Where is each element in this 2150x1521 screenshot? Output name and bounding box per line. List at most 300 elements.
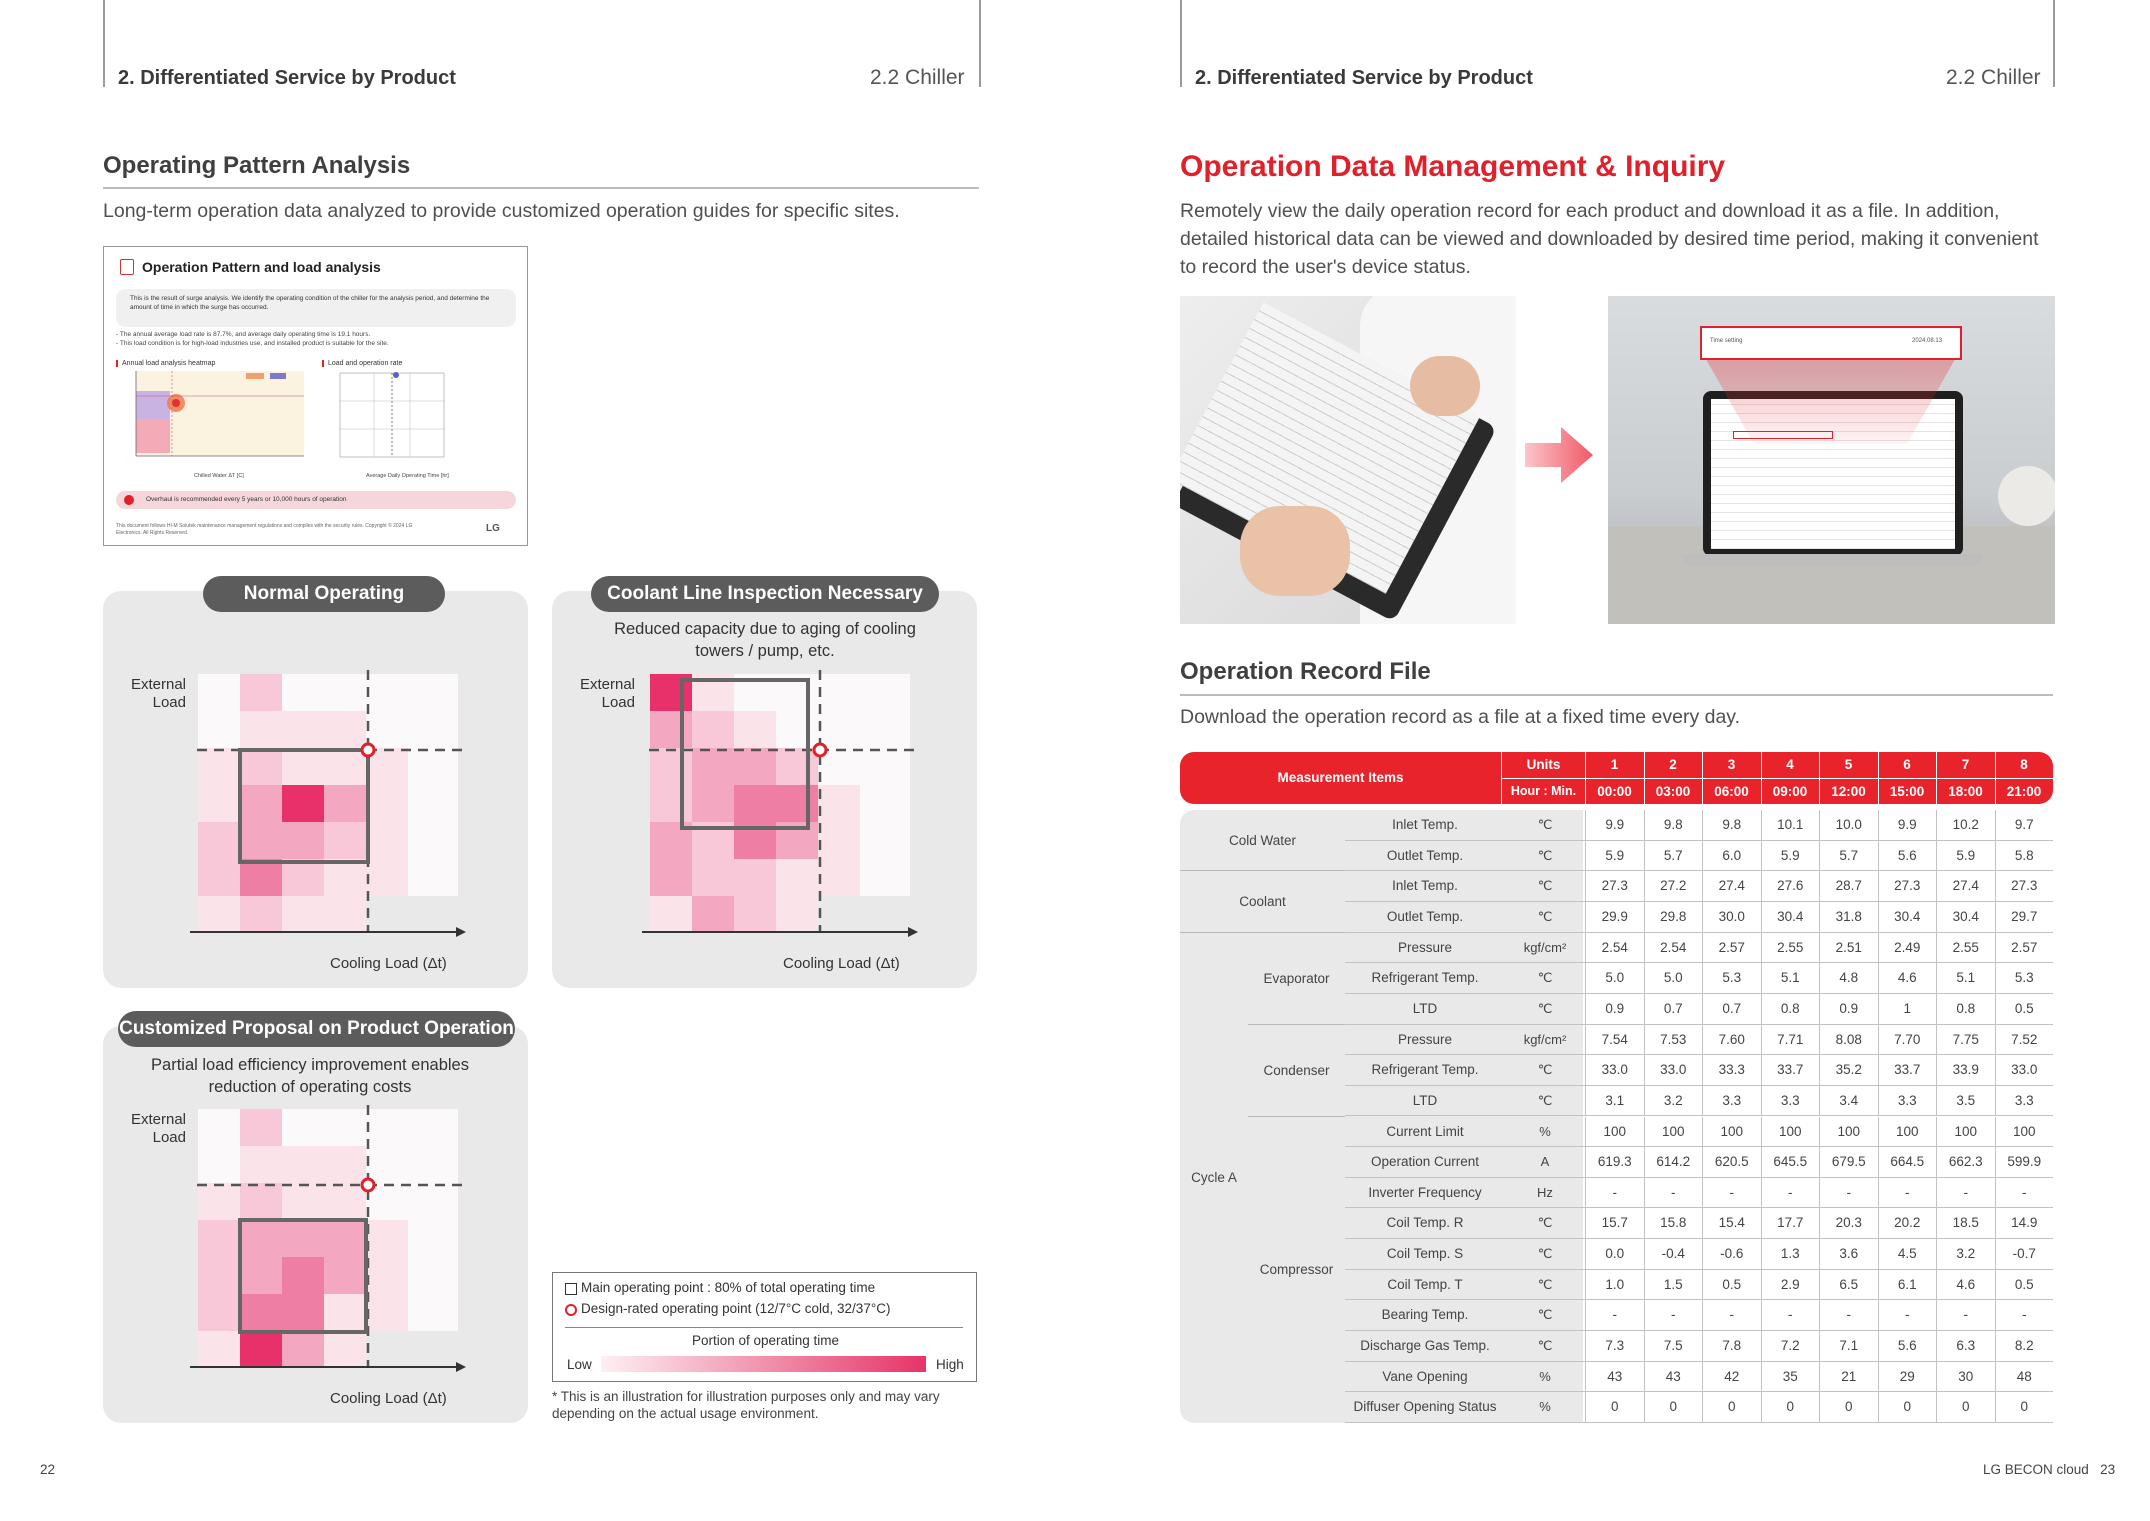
page-title: Operation Data Management & Inquiry <box>1180 150 1726 183</box>
value-cell: 33.0 <box>1585 1055 1644 1086</box>
heat-cell <box>324 859 366 896</box>
measurement-items-header: Measurement Items <box>1277 770 1404 785</box>
value-cell: 100 <box>1761 1117 1820 1148</box>
value-cell: 5.0 <box>1585 963 1644 994</box>
value-cell: 10.2 <box>1936 810 1995 841</box>
value-cell: 4.8 <box>1819 963 1878 994</box>
group-evaporator: Evaporator <box>1263 971 1330 987</box>
unit-cell: ℃ <box>1505 871 1585 902</box>
value-cell: 0 <box>1819 1392 1878 1423</box>
value-cell: 33.7 <box>1878 1055 1937 1086</box>
value-cell: 29.7 <box>1995 902 2054 933</box>
unit-cell: ℃ <box>1505 1331 1585 1362</box>
time-setting-popup <box>1700 326 1962 360</box>
heat-cell <box>240 1294 282 1331</box>
value-cell: - <box>1644 1178 1703 1209</box>
heat-cell <box>734 896 776 933</box>
heat-cell <box>240 896 282 933</box>
column-time: 15:00 <box>1878 779 1936 804</box>
y-axis-label: External Load <box>130 1111 186 1146</box>
value-cell: 33.7 <box>1761 1055 1820 1086</box>
measurement-item: Vane Opening <box>1345 1362 1505 1393</box>
value-cell: 15.8 <box>1644 1208 1703 1239</box>
value-cell: 30.4 <box>1878 902 1937 933</box>
value-cell: 3.3 <box>1761 1086 1820 1117</box>
hour-header: Hour : Min. <box>1510 784 1577 798</box>
heat-cell <box>240 674 282 711</box>
unit-cell: ℃ <box>1505 963 1585 994</box>
value-cell: 5.8 <box>1995 841 2054 872</box>
heat-cell <box>324 1146 366 1183</box>
x-axis-label: Cooling Load (Δt) <box>783 955 900 972</box>
value-cell: 7.75 <box>1936 1025 1995 1056</box>
value-cell: 2.51 <box>1819 933 1878 964</box>
report-footer: This document follows HI-M Solutek maintenance management regulations and complies with the security rules. Copyright © 2024 LG Electronics. All Rights Reserved. <box>116 523 413 536</box>
column-time: 09:00 <box>1761 779 1819 804</box>
column-number: 1 <box>1585 752 1643 778</box>
measurement-item: Current Limit <box>1345 1117 1505 1148</box>
group-condenser: Condenser <box>1263 1063 1330 1079</box>
record-lead: Download the operation record as a file at a fixed time every day. <box>1180 706 1741 728</box>
table-header <box>1180 752 2053 804</box>
heat-cell <box>366 785 408 822</box>
heat-cell <box>324 1183 366 1220</box>
value-cell: -0.6 <box>1702 1239 1761 1270</box>
unit-cell: ℃ <box>1505 1086 1585 1117</box>
value-cell: 43 <box>1585 1362 1644 1393</box>
value-cell: 9.7 <box>1995 810 2054 841</box>
value-cell: 0.8 <box>1761 994 1820 1025</box>
measurement-item: Outlet Temp. <box>1345 902 1505 933</box>
heat-cell <box>366 1257 408 1294</box>
margin-line <box>103 0 105 87</box>
measurement-item: Coil Temp. S <box>1345 1239 1505 1270</box>
heat-cell <box>282 748 324 785</box>
value-cell: 7.2 <box>1761 1331 1820 1362</box>
value-cell: 3.1 <box>1585 1086 1644 1117</box>
heat-cell <box>324 1220 366 1257</box>
heat-cell <box>324 1331 366 1368</box>
heat-cell <box>282 859 324 896</box>
heatmap-title: Annual load analysis heatmap <box>116 360 215 367</box>
heat-cell <box>650 785 692 822</box>
value-cell: 27.4 <box>1936 871 1995 902</box>
decor-object <box>1998 466 2055 526</box>
group-separator <box>1248 1116 1345 1117</box>
heat-cell <box>692 711 734 748</box>
heat-cell <box>198 1257 240 1294</box>
value-cell: 679.5 <box>1819 1147 1878 1178</box>
heat-cell <box>240 859 282 896</box>
value-cell: 0 <box>1995 1392 2054 1423</box>
value-cell: - <box>1702 1178 1761 1209</box>
heat-cell <box>692 785 734 822</box>
heat-cell <box>240 711 282 748</box>
value-cell: 0.7 <box>1702 994 1761 1025</box>
heat-cell <box>650 711 692 748</box>
value-cell: 15.7 <box>1585 1208 1644 1239</box>
operation-record-table <box>1180 810 2053 1423</box>
heat-cell <box>282 1183 324 1220</box>
design-point-marker <box>362 744 374 756</box>
column-time: 12:00 <box>1819 779 1877 804</box>
value-cell: - <box>1761 1178 1820 1209</box>
unit-cell: kgf/cm² <box>1505 933 1585 964</box>
value-cell: 7.52 <box>1995 1025 2054 1056</box>
heat-cell <box>282 1257 324 1294</box>
value-cell: 7.53 <box>1644 1025 1703 1056</box>
value-cell: 35.2 <box>1819 1055 1878 1086</box>
heat-cell <box>240 1109 282 1146</box>
laptop-photo <box>1608 296 2055 624</box>
page-number: 22 <box>40 1462 56 1477</box>
value-cell: 3.4 <box>1819 1086 1878 1117</box>
laptop-base <box>1683 554 1983 566</box>
main-point-icon <box>565 1283 577 1295</box>
value-cell: 5.6 <box>1878 1331 1937 1362</box>
normal-operating-title: Normal Operating <box>203 576 445 612</box>
value-cell: 1.3 <box>1761 1239 1820 1270</box>
divider <box>1180 694 2053 696</box>
value-cell: 7.5 <box>1644 1331 1703 1362</box>
unit-cell: ℃ <box>1505 841 1585 872</box>
margin-line <box>2053 0 2055 87</box>
heat-cell <box>650 859 692 896</box>
heatmap-xlabel: Chilled Water ΔT [C] <box>194 473 244 479</box>
page-header-section: 2. Differentiated Service by Product <box>1195 67 1533 89</box>
value-cell: 5.3 <box>1702 963 1761 994</box>
measurement-item: Discharge Gas Temp. <box>1345 1331 1505 1362</box>
value-cell: - <box>1995 1300 2054 1331</box>
measurement-item: Refrigerant Temp. <box>1345 963 1505 994</box>
low-label: Low <box>567 1357 592 1372</box>
unit-cell: ℃ <box>1505 810 1585 841</box>
value-cell: 100 <box>1819 1117 1878 1148</box>
column-time: 21:00 <box>1995 779 2053 804</box>
value-cell: 10.0 <box>1819 810 1878 841</box>
heat-cell <box>198 785 240 822</box>
value-cell: 0.0 <box>1585 1239 1644 1270</box>
heat-cell <box>198 1220 240 1257</box>
coolant-inspection-title: Coolant Line Inspection Necessary <box>591 576 939 612</box>
value-cell: 29 <box>1878 1362 1937 1393</box>
heat-cell <box>240 822 282 859</box>
value-cell: 3.3 <box>1702 1086 1761 1117</box>
value-cell: 2.57 <box>1702 933 1761 964</box>
heat-cell <box>734 748 776 785</box>
heat-cell <box>198 1331 240 1368</box>
value-cell: 9.9 <box>1585 810 1644 841</box>
heat-cell <box>198 822 240 859</box>
document-icon <box>120 259 134 275</box>
value-cell: 33.3 <box>1702 1055 1761 1086</box>
unit-cell: ℃ <box>1505 1055 1585 1086</box>
value-cell: 5.7 <box>1644 841 1703 872</box>
value-cell: 30.4 <box>1761 902 1820 933</box>
value-cell: 2.54 <box>1644 933 1703 964</box>
measurement-item: Diffuser Opening Status <box>1345 1392 1505 1423</box>
value-cell: 664.5 <box>1878 1147 1937 1178</box>
design-point-icon <box>565 1304 577 1316</box>
page-lead: Remotely view the daily operation record for each product and download it as a file. In addition, detailed historical data can be viewed and downloaded by desired time period, making it convenient to record the user's device status. <box>1180 200 2039 278</box>
value-cell: 1 <box>1878 994 1937 1025</box>
column-time: 06:00 <box>1702 779 1760 804</box>
value-cell: - <box>1702 1300 1761 1331</box>
value-cell: 1.0 <box>1585 1270 1644 1301</box>
column-time: 00:00 <box>1585 779 1643 804</box>
value-cell: 6.5 <box>1819 1270 1878 1301</box>
heat-cell <box>198 859 240 896</box>
value-cell: 0.5 <box>1702 1270 1761 1301</box>
clipboard-photo <box>1180 296 1516 624</box>
value-cell: 5.1 <box>1936 963 1995 994</box>
rate-title: Load and operation rate <box>322 360 402 367</box>
group-compressor: Compressor <box>1259 1262 1334 1278</box>
heat-cell <box>198 1294 240 1331</box>
value-cell: 599.9 <box>1995 1147 2054 1178</box>
margin-line <box>979 0 981 87</box>
value-cell: 100 <box>1585 1117 1644 1148</box>
gradient-scale <box>601 1356 926 1372</box>
heat-cell <box>240 748 282 785</box>
value-cell: - <box>1936 1178 1995 1209</box>
value-cell: 0.8 <box>1936 994 1995 1025</box>
group-coolant: Coolant <box>1239 894 1286 910</box>
report-notice: This is the result of surge analysis. We identify the operating condition of the chiller for the analysis period, and determine the amount of time in which the surge has occurred. <box>116 289 516 327</box>
measurement-item: Refrigerant Temp. <box>1345 1055 1505 1086</box>
heat-cell <box>240 1257 282 1294</box>
value-cell: 0 <box>1644 1392 1703 1423</box>
page-header-sub: 2.2 Chiller <box>1946 66 2041 89</box>
design-point-marker <box>814 744 826 756</box>
heat-cell <box>198 1183 240 1220</box>
heat-cell <box>282 1220 324 1257</box>
heat-cell <box>324 748 366 785</box>
value-cell: 3.2 <box>1644 1086 1703 1117</box>
custom-proposal-heatmap <box>190 1105 470 1385</box>
value-cell: 6.0 <box>1702 841 1761 872</box>
column-number: 7 <box>1936 752 1994 778</box>
heat-cell <box>692 859 734 896</box>
heat-cell <box>282 1294 324 1331</box>
heat-cell <box>776 896 818 933</box>
value-cell: 21 <box>1819 1362 1878 1393</box>
value-cell: 7.71 <box>1761 1025 1820 1056</box>
value-cell: 33.0 <box>1995 1055 2054 1086</box>
section-lead: Long-term operation data analyzed to provide customized operation guides for specific sites. <box>103 200 900 222</box>
measurement-item: Inlet Temp. <box>1345 810 1505 841</box>
value-cell: 7.8 <box>1702 1331 1761 1362</box>
lg-logo: LG <box>486 523 500 534</box>
x-axis-arrow <box>456 1362 466 1372</box>
x-axis-arrow <box>456 927 466 937</box>
heat-cell <box>692 748 734 785</box>
value-cell: 7.70 <box>1878 1025 1937 1056</box>
value-cell: 2.49 <box>1878 933 1937 964</box>
value-cell: - <box>1936 1300 1995 1331</box>
value-cell: 2.54 <box>1585 933 1644 964</box>
brand-footer: LG BECON cloud 23 <box>1983 1462 2116 1477</box>
hand <box>1240 506 1350 596</box>
value-cell: 8.08 <box>1819 1025 1878 1056</box>
value-cell: 3.6 <box>1819 1239 1878 1270</box>
column-number: 2 <box>1644 752 1702 778</box>
value-cell: 4.6 <box>1878 963 1937 994</box>
measurement-item: Inlet Temp. <box>1345 871 1505 902</box>
unit-cell: ℃ <box>1505 1239 1585 1270</box>
value-cell: 27.4 <box>1702 871 1761 902</box>
value-cell: 27.2 <box>1644 871 1703 902</box>
heat-cell <box>818 822 860 859</box>
design-point-text: Design-rated operating point (12/7°C cold, 32/37°C) <box>581 1301 891 1316</box>
heat-cell <box>324 785 366 822</box>
column-number: 3 <box>1702 752 1760 778</box>
value-cell: 662.3 <box>1936 1147 1995 1178</box>
heat-cell <box>282 1146 324 1183</box>
value-cell: 15.4 <box>1702 1208 1761 1239</box>
section-title: Operating Pattern Analysis <box>103 152 411 179</box>
heat-cell <box>240 1146 282 1183</box>
value-cell: -0.7 <box>1995 1239 2054 1270</box>
value-cell: 619.3 <box>1585 1147 1644 1178</box>
value-cell: 4.5 <box>1878 1239 1937 1270</box>
unit-cell: % <box>1505 1392 1585 1423</box>
value-cell: 8.2 <box>1995 1331 2054 1362</box>
column-time: 18:00 <box>1936 779 1994 804</box>
design-point-marker <box>362 1179 374 1191</box>
margin-line <box>1180 0 1182 87</box>
group-separator <box>1180 870 1345 871</box>
heat-cell <box>282 785 324 822</box>
heat-cell <box>692 896 734 933</box>
value-cell: 620.5 <box>1702 1147 1761 1178</box>
value-cell: 7.60 <box>1702 1025 1761 1056</box>
value-cell: 30.4 <box>1936 902 1995 933</box>
heat-cell <box>198 748 240 785</box>
value-cell: - <box>1819 1178 1878 1209</box>
unit-cell: A <box>1505 1147 1585 1178</box>
value-cell: 5.0 <box>1644 963 1703 994</box>
custom-proposal-title: Customized Proposal on Product Operation <box>118 1011 515 1047</box>
column-number: 5 <box>1819 752 1877 778</box>
y-axis-label: External Load <box>579 676 635 711</box>
hand <box>1410 356 1480 416</box>
x-axis-label: Cooling Load (Δt) <box>330 955 447 972</box>
heat-cell <box>324 711 366 748</box>
measurement-item: Outlet Temp. <box>1345 841 1505 872</box>
heat-cell <box>776 785 818 822</box>
value-cell: 5.3 <box>1995 963 2054 994</box>
value-cell: 100 <box>1936 1117 1995 1148</box>
value-cell: 42 <box>1702 1362 1761 1393</box>
page-header-sub: 2.2 Chiller <box>870 66 965 89</box>
unit-cell: % <box>1505 1362 1585 1393</box>
report-title: Operation Pattern and load analysis <box>142 259 381 275</box>
value-cell: 0.5 <box>1995 994 2054 1025</box>
value-cell: - <box>1585 1178 1644 1209</box>
value-cell: 0.7 <box>1644 994 1703 1025</box>
divider <box>565 1327 963 1328</box>
heat-cell <box>734 785 776 822</box>
measurement-item: LTD <box>1345 994 1505 1025</box>
value-cell: 30 <box>1936 1362 1995 1393</box>
warning-banner: Overhaul is recommended every 5 years or 10,000 hours of operation <box>116 491 516 509</box>
value-cell: 614.2 <box>1644 1147 1703 1178</box>
value-cell: 20.3 <box>1819 1208 1878 1239</box>
group-cold-water: Cold Water <box>1228 833 1297 849</box>
value-cell: - <box>1585 1300 1644 1331</box>
heat-cell <box>366 859 408 896</box>
value-cell: 27.3 <box>1585 871 1644 902</box>
value-cell: 2.55 <box>1761 933 1820 964</box>
value-cell: 33.9 <box>1936 1055 1995 1086</box>
measurement-item: Bearing Temp. <box>1345 1300 1505 1331</box>
heat-cell <box>240 1220 282 1257</box>
group-separator <box>1248 1024 1345 1025</box>
value-cell: 2.57 <box>1995 933 2054 964</box>
report-line: - The annual average load rate is 87.7%, and average daily operating time is 19.1 hours. <box>116 331 371 338</box>
popup-label: Time setting <box>1710 338 1743 344</box>
y-axis-label: External Load <box>130 676 186 711</box>
value-cell: 0 <box>1936 1392 1995 1423</box>
value-cell: 6.3 <box>1936 1331 1995 1362</box>
value-cell: 100 <box>1644 1117 1703 1148</box>
value-cell: 5.9 <box>1936 841 1995 872</box>
value-cell: 10.1 <box>1761 810 1820 841</box>
record-title: Operation Record File <box>1180 658 1431 685</box>
coolant-inspection-heatmap <box>642 670 922 950</box>
measurement-item: Operation Current <box>1345 1147 1505 1178</box>
warning-icon <box>124 495 134 505</box>
value-cell: 3.3 <box>1995 1086 2054 1117</box>
value-cell: 5.9 <box>1761 841 1820 872</box>
value-cell: 2.55 <box>1936 933 1995 964</box>
group-cycle-a: Cycle A <box>1191 1170 1237 1186</box>
heat-cell <box>240 1183 282 1220</box>
value-cell: 48 <box>1995 1362 2054 1393</box>
value-cell: 7.54 <box>1585 1025 1644 1056</box>
normal-operating-heatmap <box>190 670 470 950</box>
value-cell: 28.7 <box>1819 871 1878 902</box>
unit-cell: ℃ <box>1505 1270 1585 1301</box>
value-cell: 0.5 <box>1995 1270 2054 1301</box>
unit-cell: kgf/cm² <box>1505 1025 1585 1056</box>
value-cell: 31.8 <box>1819 902 1878 933</box>
heat-cell <box>776 748 818 785</box>
measurement-item: Coil Temp. T <box>1345 1270 1505 1301</box>
value-cell: 4.6 <box>1936 1270 1995 1301</box>
value-cell: 5.6 <box>1878 841 1937 872</box>
value-cell: 1.5 <box>1644 1270 1703 1301</box>
value-cell: - <box>1878 1300 1937 1331</box>
page-number: 23 <box>2100 1462 2116 1477</box>
heat-cell <box>240 785 282 822</box>
heat-cell <box>818 859 860 896</box>
value-cell: 3.3 <box>1878 1086 1937 1117</box>
heat-cell <box>282 711 324 748</box>
heat-cell <box>282 1331 324 1368</box>
heat-cell <box>734 711 776 748</box>
value-cell: 9.9 <box>1878 810 1937 841</box>
value-cell: 100 <box>1995 1117 2054 1148</box>
value-cell: - <box>1761 1300 1820 1331</box>
page-header-section: 2. Differentiated Service by Product <box>118 67 456 89</box>
units-header: Units <box>1526 757 1561 772</box>
value-cell: - <box>1819 1300 1878 1331</box>
value-cell: - <box>1995 1178 2054 1209</box>
heat-cell <box>650 896 692 933</box>
value-cell: 30.0 <box>1702 902 1761 933</box>
